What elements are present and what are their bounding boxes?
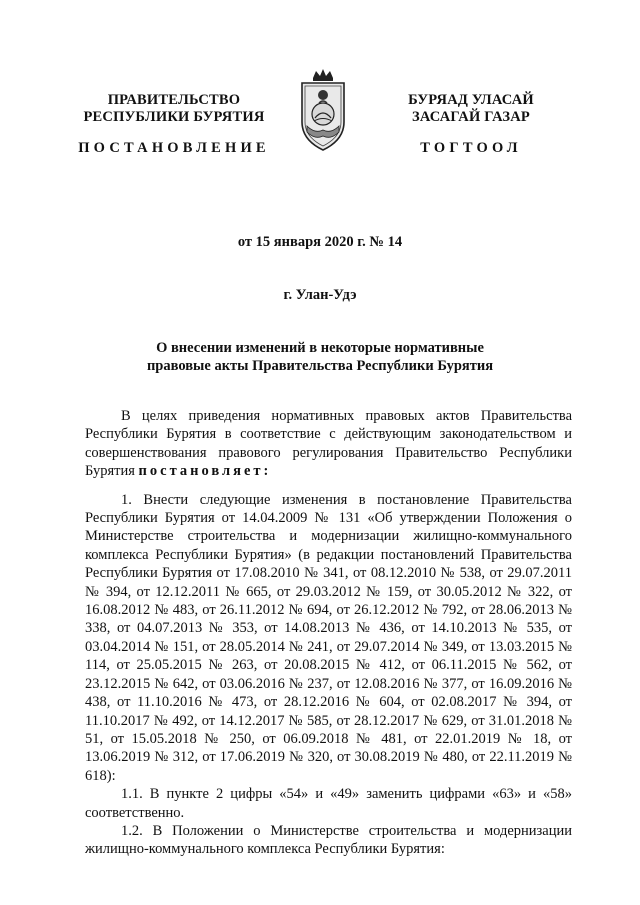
item-1-paragraph: 1. Внести следующие изменения в постановление Правительства Республики Бурятия от 14.04.2009 № 131 «Об утверждении Положения о Министерстве строительства и модернизации жилищно-коммунального комплекса Республики Бурятия» (в редакции постановлений Правительства Республики Бурятия от 17.08.2010 № 341, от 08.12.2010 № 538, от 29.07.2011 № 394, от 12.12.2011 № 665, от 29.03.2012 № 159, от 30.05.2012 № 322, от 16.08.2012 № 483, от 26.11.2012 № 694, от 26.12.2012 № 792, от 28.06.2013 № 338, от 04.07.2013 № 353, от 14.08.2013 № 436, от 14.10.2013 № 535, от 03.04.2014 № 151, от 28.05.2014 № 241, от 29.07.2014 № 349, от 13.03.2015 № 114, от 25.05.2015 № 263, от 20.08.2015 № 412, от 06.11.2015 № 562, от 23.12.2015 № 642, от 03.06.2016 № 237, от 12.08.2016 № 377, от 16.09.2016 № 438, от 11.10.2016 № 473, от 28.12.2016 № 604, от 02.08.2017 № 394, от 11.10.2017 № 492, от 14.12.2017 № 585, от 28.12.2017 № 629, от 31.01.2018 № 51, от 15.05.2018 № 250, от 06.09.2018 № 481, от 22.01.2019 № 18, от 13.06.2019 № 312, от 17.06.2019 № 320, от 30.08.2019 № 480, от 22.11.2019 № 618):	[85, 491, 572, 784]
doc-type-buryat: ТОГТООЛ	[420, 140, 522, 156]
document-header	[0, 0, 640, 170]
title-line-2: правовые акты Правительства Республики Бурятия	[146, 357, 494, 374]
issuer-name-buryat	[358, 92, 584, 126]
item-1-1-paragraph: 1.1. В пункте 2 цифры «54» и «49» заменить цифрами «63» и «58» соответственно.	[85, 786, 572, 821]
issuer-line-1: ПРАВИТЕЛЬСТВО	[107, 92, 241, 108]
document-title	[100, 340, 540, 375]
document-city: г. Улан-Удэ	[283, 287, 357, 303]
document-body	[85, 407, 572, 859]
issuer-name-russian	[60, 92, 288, 126]
preamble-paragraph	[85, 407, 572, 481]
issuer-line-2: РЕСПУБЛИКИ БУРЯТИЯ	[83, 109, 265, 125]
preamble-text: В целях приведения нормативных правовых актов Правительства Республики Бурятия в соответствие с действующим законодательством и совершенствования правового регулирования Правительство Республики Бурятия	[85, 408, 572, 480]
coat-of-arms-icon	[297, 68, 349, 154]
doc-type-russian: ПОСТАНОВЛЕНИЕ	[78, 140, 270, 156]
decision-word: постановляет:	[138, 463, 272, 480]
issuer-line-2-buryat: ЗАСАГАЙ ГАЗАР	[412, 109, 530, 125]
item-1-2-paragraph: 1.2. В Положении о Министерстве строительства и модернизации жилищно-коммунального комплекса Республики Бурятия:	[85, 822, 572, 858]
document-date-number: от 15 января 2020 г. № 14	[237, 234, 403, 250]
title-line-1: О внесении изменений в некоторые нормативные	[156, 340, 484, 356]
issuer-line-1-buryat: БУРЯАД УЛАСАЙ	[408, 92, 534, 108]
